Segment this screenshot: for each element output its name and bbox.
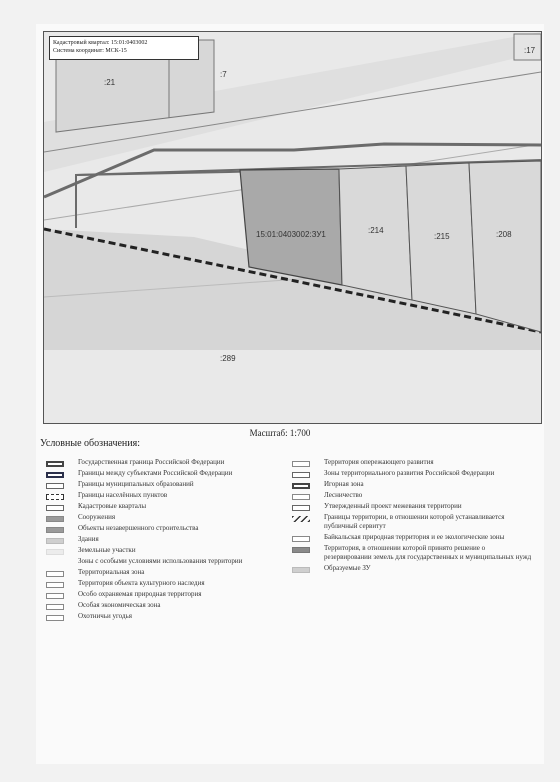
info-box [49, 36, 199, 60]
map-drawing [44, 32, 541, 423]
left-legend-item [46, 458, 286, 467]
legend-label: Утвержденный проект межевания территории [324, 502, 462, 510]
legend-title: Условные обозначения: [40, 438, 141, 449]
legend-label: Границы населённых пунктов [78, 491, 168, 499]
legend-label: Территория опережающего развития [324, 458, 434, 466]
legend-swatch-icon [292, 567, 310, 573]
legend-swatch-icon [46, 527, 64, 533]
right-legend-item [292, 502, 532, 511]
legend-label: Сооружения [78, 513, 116, 521]
right-legend-item [292, 480, 532, 489]
parcel-zu1 [240, 169, 342, 285]
legend-swatch-icon [292, 461, 310, 467]
cadastral-map [43, 31, 542, 424]
legend-label: Охотничьи угодья [78, 612, 132, 620]
parcel-208 [469, 161, 541, 332]
legend-label: Лесничество [324, 491, 363, 499]
left-legend-item [46, 502, 286, 511]
legend-label: Земельные участки [78, 546, 136, 554]
legend-label: Кадастровые кварталы [78, 502, 147, 510]
legend-swatch-icon [46, 461, 64, 467]
legend-swatch-icon [46, 483, 64, 489]
legend-swatch-icon [46, 560, 64, 566]
left-legend-item [46, 568, 286, 577]
legend-label: Границы муниципальных образований [78, 480, 194, 488]
legend-label: Границы территории, в отношении которой устанавливается публичный сервитут [324, 513, 505, 530]
label-parcel-17: :17 [524, 46, 536, 55]
legend-label: Особая экономическая зона [78, 601, 161, 609]
legend-swatch-icon [292, 472, 310, 478]
legend-label: Зоны с особыми условиями использования территории [78, 557, 243, 565]
right-legend-item [292, 491, 532, 500]
legend-label: Территория, в отношении которой принято решение о резервировании земель для государственных и муниципальных нужд [324, 544, 532, 561]
right-legend-item [292, 564, 532, 573]
right-legend-item [292, 513, 532, 531]
legend-swatch-icon [292, 536, 310, 542]
info-quarter: Кадастровый квартал: 15:01:0403002 [53, 40, 148, 46]
label-parcel-21: :21 [104, 78, 116, 87]
legend-label: Зоны территориального развития Российской Федерации [324, 469, 495, 477]
legend-swatch-icon [292, 547, 310, 553]
right-legend-item [292, 469, 532, 478]
left-legend-item [46, 557, 286, 566]
legend-label: Образуемые ЗУ [324, 564, 371, 572]
left-legend-item [46, 513, 286, 522]
legend-swatch-icon [46, 516, 64, 522]
legend-right-column [292, 458, 532, 575]
legend-label: Объекты незавершенного строительства [78, 524, 199, 532]
left-legend-item [46, 469, 286, 478]
legend-swatch-icon [292, 494, 310, 500]
legend-swatch-icon [46, 582, 64, 588]
legend-swatch-icon [46, 615, 64, 621]
label-parcel-zu1: 15:01:0403002:ЗУ1 [256, 230, 326, 239]
legend-label: Территориальная зона [78, 568, 145, 576]
legend-swatch-icon [46, 494, 64, 500]
legend-label: Границы между субъектами Российской Федерации [78, 469, 233, 477]
left-legend-item [46, 546, 286, 555]
info-coordinates: Система координат: МСК-15 [53, 48, 127, 54]
right-legend-item [292, 533, 532, 542]
legend-label: Территория объекта культурного наследия [78, 579, 205, 587]
legend-swatch-icon [46, 538, 64, 544]
left-legend-item [46, 590, 286, 599]
legend-swatch-icon [46, 593, 64, 599]
legend-label: Здания [78, 535, 99, 543]
legend-label: Игорная зона [324, 480, 364, 488]
legend-label: Государственная граница Российской Федерации [78, 458, 225, 466]
legend-swatch-icon [46, 571, 64, 577]
left-legend-item [46, 612, 286, 621]
legend-swatch-icon [46, 472, 64, 478]
left-legend-item [46, 524, 286, 533]
legend-swatch-icon [292, 516, 310, 522]
legend-left-column [46, 458, 286, 623]
label-parcel-208: :208 [496, 230, 512, 239]
left-legend-item [46, 480, 286, 489]
right-legend-item [292, 544, 532, 562]
legend-label: Особо охраняемая природная территория [78, 590, 202, 598]
label-parcel-7: :7 [220, 70, 227, 79]
legend-swatch-icon [46, 549, 64, 555]
legend-label: Байкальская природная территория и ее экологические зоны [324, 533, 505, 541]
left-legend-item [46, 601, 286, 610]
left-legend-item [46, 535, 286, 544]
label-parcel-214: :214 [368, 226, 384, 235]
label-parcel-289: :289 [220, 354, 236, 363]
legend-swatch-icon [46, 604, 64, 610]
label-parcel-215: :215 [434, 232, 450, 241]
left-legend-item [46, 491, 286, 500]
map-scale: Масштаб: 1:700 [249, 428, 311, 438]
legend-swatch-icon [46, 505, 64, 511]
legend-swatch-icon [292, 505, 310, 511]
right-legend-item [292, 458, 532, 467]
legend-swatch-icon [292, 483, 310, 489]
left-legend-item [46, 579, 286, 588]
